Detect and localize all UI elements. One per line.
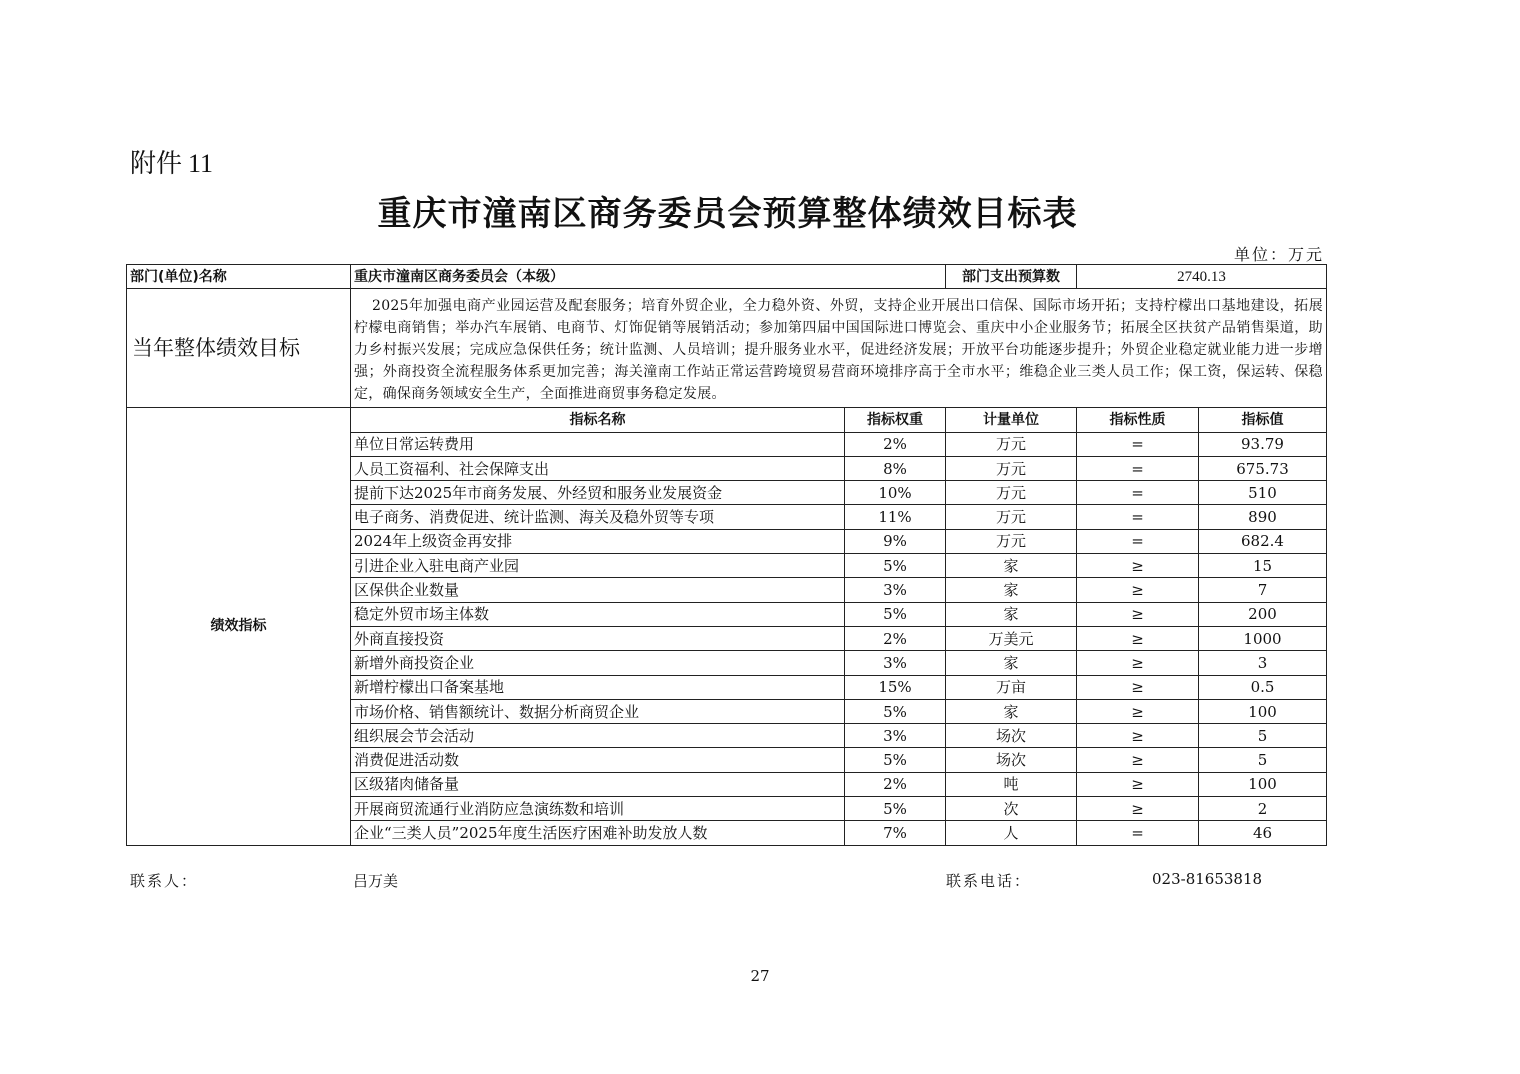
indicator-nature: = (1077, 432, 1199, 456)
col-header-value: 指标值 (1199, 408, 1327, 432)
indicator-value: 200 (1199, 602, 1327, 626)
budget-label: 部门支出预算数 (946, 265, 1077, 289)
contact-name: 吕万美 (353, 872, 399, 890)
indicator-unit: 万元 (946, 529, 1077, 553)
indicator-unit: 万元 (946, 481, 1077, 505)
indicator-weight: 5% (845, 602, 946, 626)
indicator-nature: ≥ (1077, 651, 1199, 675)
indicator-nature: ≥ (1077, 578, 1199, 602)
indicator-value: 510 (1199, 481, 1327, 505)
indicator-unit: 万元 (946, 456, 1077, 480)
indicator-name: 外商直接投资 (351, 626, 845, 650)
indicator-name: 提前下达2025年市商务发展、外经贸和服务业发展资金 (351, 481, 845, 505)
annual-goal-text: 2025年加强电商产业园运营及配套服务；培育外贸企业，全力稳外资、外贸，支持企业开展出口信保、国际市场开拓；支持柠檬出口基地建设，拓展柠檬电商销售；举办汽车展销、电商节、灯饰促销等展销活动；参加第四届中国国际进口博览会、重庆中小企业服务节；拓展全区扶贫产品销售渠道，助力乡村振兴发展；完成应急保供任务；统计监测、人员培训；提升服务业水平，促进经济发展；开放平台功能逐步提升；外贸企业稳定就业能力进一步增强；外商投资全流程服务体系更加完善；海关潼南工作站正常运营跨境贸易营商环境排序高于全市水平；维稳企业三类人员工作；保工资，保运转、保稳定，确保商务领域安全生产，全面推进商贸事务稳定发展。 (354, 298, 1323, 403)
indicator-value: 7 (1199, 578, 1327, 602)
indicator-unit: 家 (946, 554, 1077, 578)
indicator-name: 组织展会节会活动 (351, 724, 845, 748)
indicator-unit: 家 (946, 578, 1077, 602)
indicator-unit: 家 (946, 699, 1077, 723)
indicator-name: 新增外商投资企业 (351, 651, 845, 675)
indicator-nature: ≥ (1077, 724, 1199, 748)
col-header-nature: 指标性质 (1077, 408, 1199, 432)
indicator-name: 引进企业入驻电商产业园 (351, 554, 845, 578)
indicator-unit: 场次 (946, 748, 1077, 772)
indicator-nature: = (1077, 481, 1199, 505)
indicator-value: 1000 (1199, 626, 1327, 650)
unit-note: 单位：万元 (1233, 245, 1324, 264)
indicator-weight: 15% (845, 675, 946, 699)
indicator-weight: 8% (845, 456, 946, 480)
indicator-value: 3 (1199, 651, 1327, 675)
indicator-value: 5 (1199, 748, 1327, 772)
indicator-unit: 家 (946, 651, 1077, 675)
indicator-weight: 5% (845, 699, 946, 723)
indicator-value: 890 (1199, 505, 1327, 529)
indicator-value: 100 (1199, 699, 1327, 723)
indicator-nature: ≥ (1077, 797, 1199, 821)
indicator-unit: 人 (946, 821, 1077, 845)
indicator-weight: 11% (845, 505, 946, 529)
indicator-unit: 万元 (946, 505, 1077, 529)
indicator-weight: 5% (845, 554, 946, 578)
indicator-name: 电子商务、消费促进、统计监测、海关及稳外贸等专项 (351, 505, 845, 529)
indicator-nature: = (1077, 456, 1199, 480)
indicator-nature: ≥ (1077, 675, 1199, 699)
indicator-nature: = (1077, 505, 1199, 529)
indicator-value: 2 (1199, 797, 1327, 821)
indicator-weight: 2% (845, 432, 946, 456)
indicator-weight: 2% (845, 772, 946, 796)
indicator-nature: ≥ (1077, 554, 1199, 578)
phone-label: 联系电话： (946, 872, 1032, 890)
attachment-text: 附件 (130, 149, 183, 179)
indicator-weight: 5% (845, 748, 946, 772)
indicator-name: 企业“三类人员”2025年度生活医疗困难补助发放人数 (351, 821, 845, 845)
indicator-name: 人员工资福利、社会保障支出 (351, 456, 845, 480)
attachment-label (130, 143, 213, 180)
indicator-unit: 万亩 (946, 675, 1077, 699)
indicator-unit: 万美元 (946, 626, 1077, 650)
annual-goal-label: 当年整体绩效目标 (127, 289, 351, 408)
indicator-nature: = (1077, 821, 1199, 845)
indicator-weight: 7% (845, 821, 946, 845)
indicator-nature: = (1077, 529, 1199, 553)
indicator-value: 0.5 (1199, 675, 1327, 699)
indicator-name: 新增柠檬出口备案基地 (351, 675, 845, 699)
contact-label: 联系人： (130, 872, 199, 890)
col-header-unit: 计量单位 (946, 408, 1077, 432)
indicator-name: 区级猪肉储备量 (351, 772, 845, 796)
indicator-name: 单位日常运转费用 (351, 432, 845, 456)
indicator-weight: 10% (845, 481, 946, 505)
indicator-name: 稳定外贸市场主体数 (351, 602, 845, 626)
budget-value: 2740.13 (1077, 265, 1327, 289)
dept-row (127, 265, 1327, 289)
attachment-number: 11 (188, 149, 214, 178)
indicator-unit: 吨 (946, 772, 1077, 796)
indicator-value: 46 (1199, 821, 1327, 845)
indicator-weight: 3% (845, 724, 946, 748)
indicator-weight: 3% (845, 578, 946, 602)
indicator-unit: 家 (946, 602, 1077, 626)
page-number: 27 (750, 967, 770, 985)
dept-name-label: 部门(单位)名称 (127, 265, 351, 289)
indicator-nature: ≥ (1077, 748, 1199, 772)
col-header-weight: 指标权重 (845, 408, 946, 432)
indicator-weight: 2% (845, 626, 946, 650)
indicator-value: 93.79 (1199, 432, 1327, 456)
indicator-unit: 万元 (946, 432, 1077, 456)
annual-goal-cell (351, 289, 1327, 408)
indicator-nature: ≥ (1077, 772, 1199, 796)
indicator-value: 675.73 (1199, 456, 1327, 480)
indicator-weight: 5% (845, 797, 946, 821)
performance-table (126, 264, 1327, 846)
indicator-value: 682.4 (1199, 529, 1327, 553)
indicator-unit: 次 (946, 797, 1077, 821)
indicator-nature: ≥ (1077, 699, 1199, 723)
indicator-name: 2024年上级资金再安排 (351, 529, 845, 553)
indicator-name: 开展商贸流通行业消防应急演练数和培训 (351, 797, 845, 821)
phone-value: 023-81653818 (1152, 870, 1263, 888)
indicator-nature: ≥ (1077, 602, 1199, 626)
indicator-unit: 场次 (946, 724, 1077, 748)
indicator-nature: ≥ (1077, 626, 1199, 650)
col-header-name: 指标名称 (351, 408, 845, 432)
page-title: 重庆市潼南区商务委员会预算整体绩效目标表 (377, 194, 1078, 234)
indicator-weight: 9% (845, 529, 946, 553)
indicator-weight: 3% (845, 651, 946, 675)
indicator-value: 5 (1199, 724, 1327, 748)
dept-name-value: 重庆市潼南区商务委员会（本级） (351, 265, 946, 289)
indicator-value: 100 (1199, 772, 1327, 796)
indicator-value: 15 (1199, 554, 1327, 578)
indicator-name: 消费促进活动数 (351, 748, 845, 772)
perf-indicators-label: 绩效指标 (127, 408, 351, 845)
indicator-name: 市场价格、销售额统计、数据分析商贸企业 (351, 699, 845, 723)
indicator-header-row (127, 408, 1327, 432)
indicator-name: 区保供企业数量 (351, 578, 845, 602)
annual-goal-row (127, 289, 1327, 408)
